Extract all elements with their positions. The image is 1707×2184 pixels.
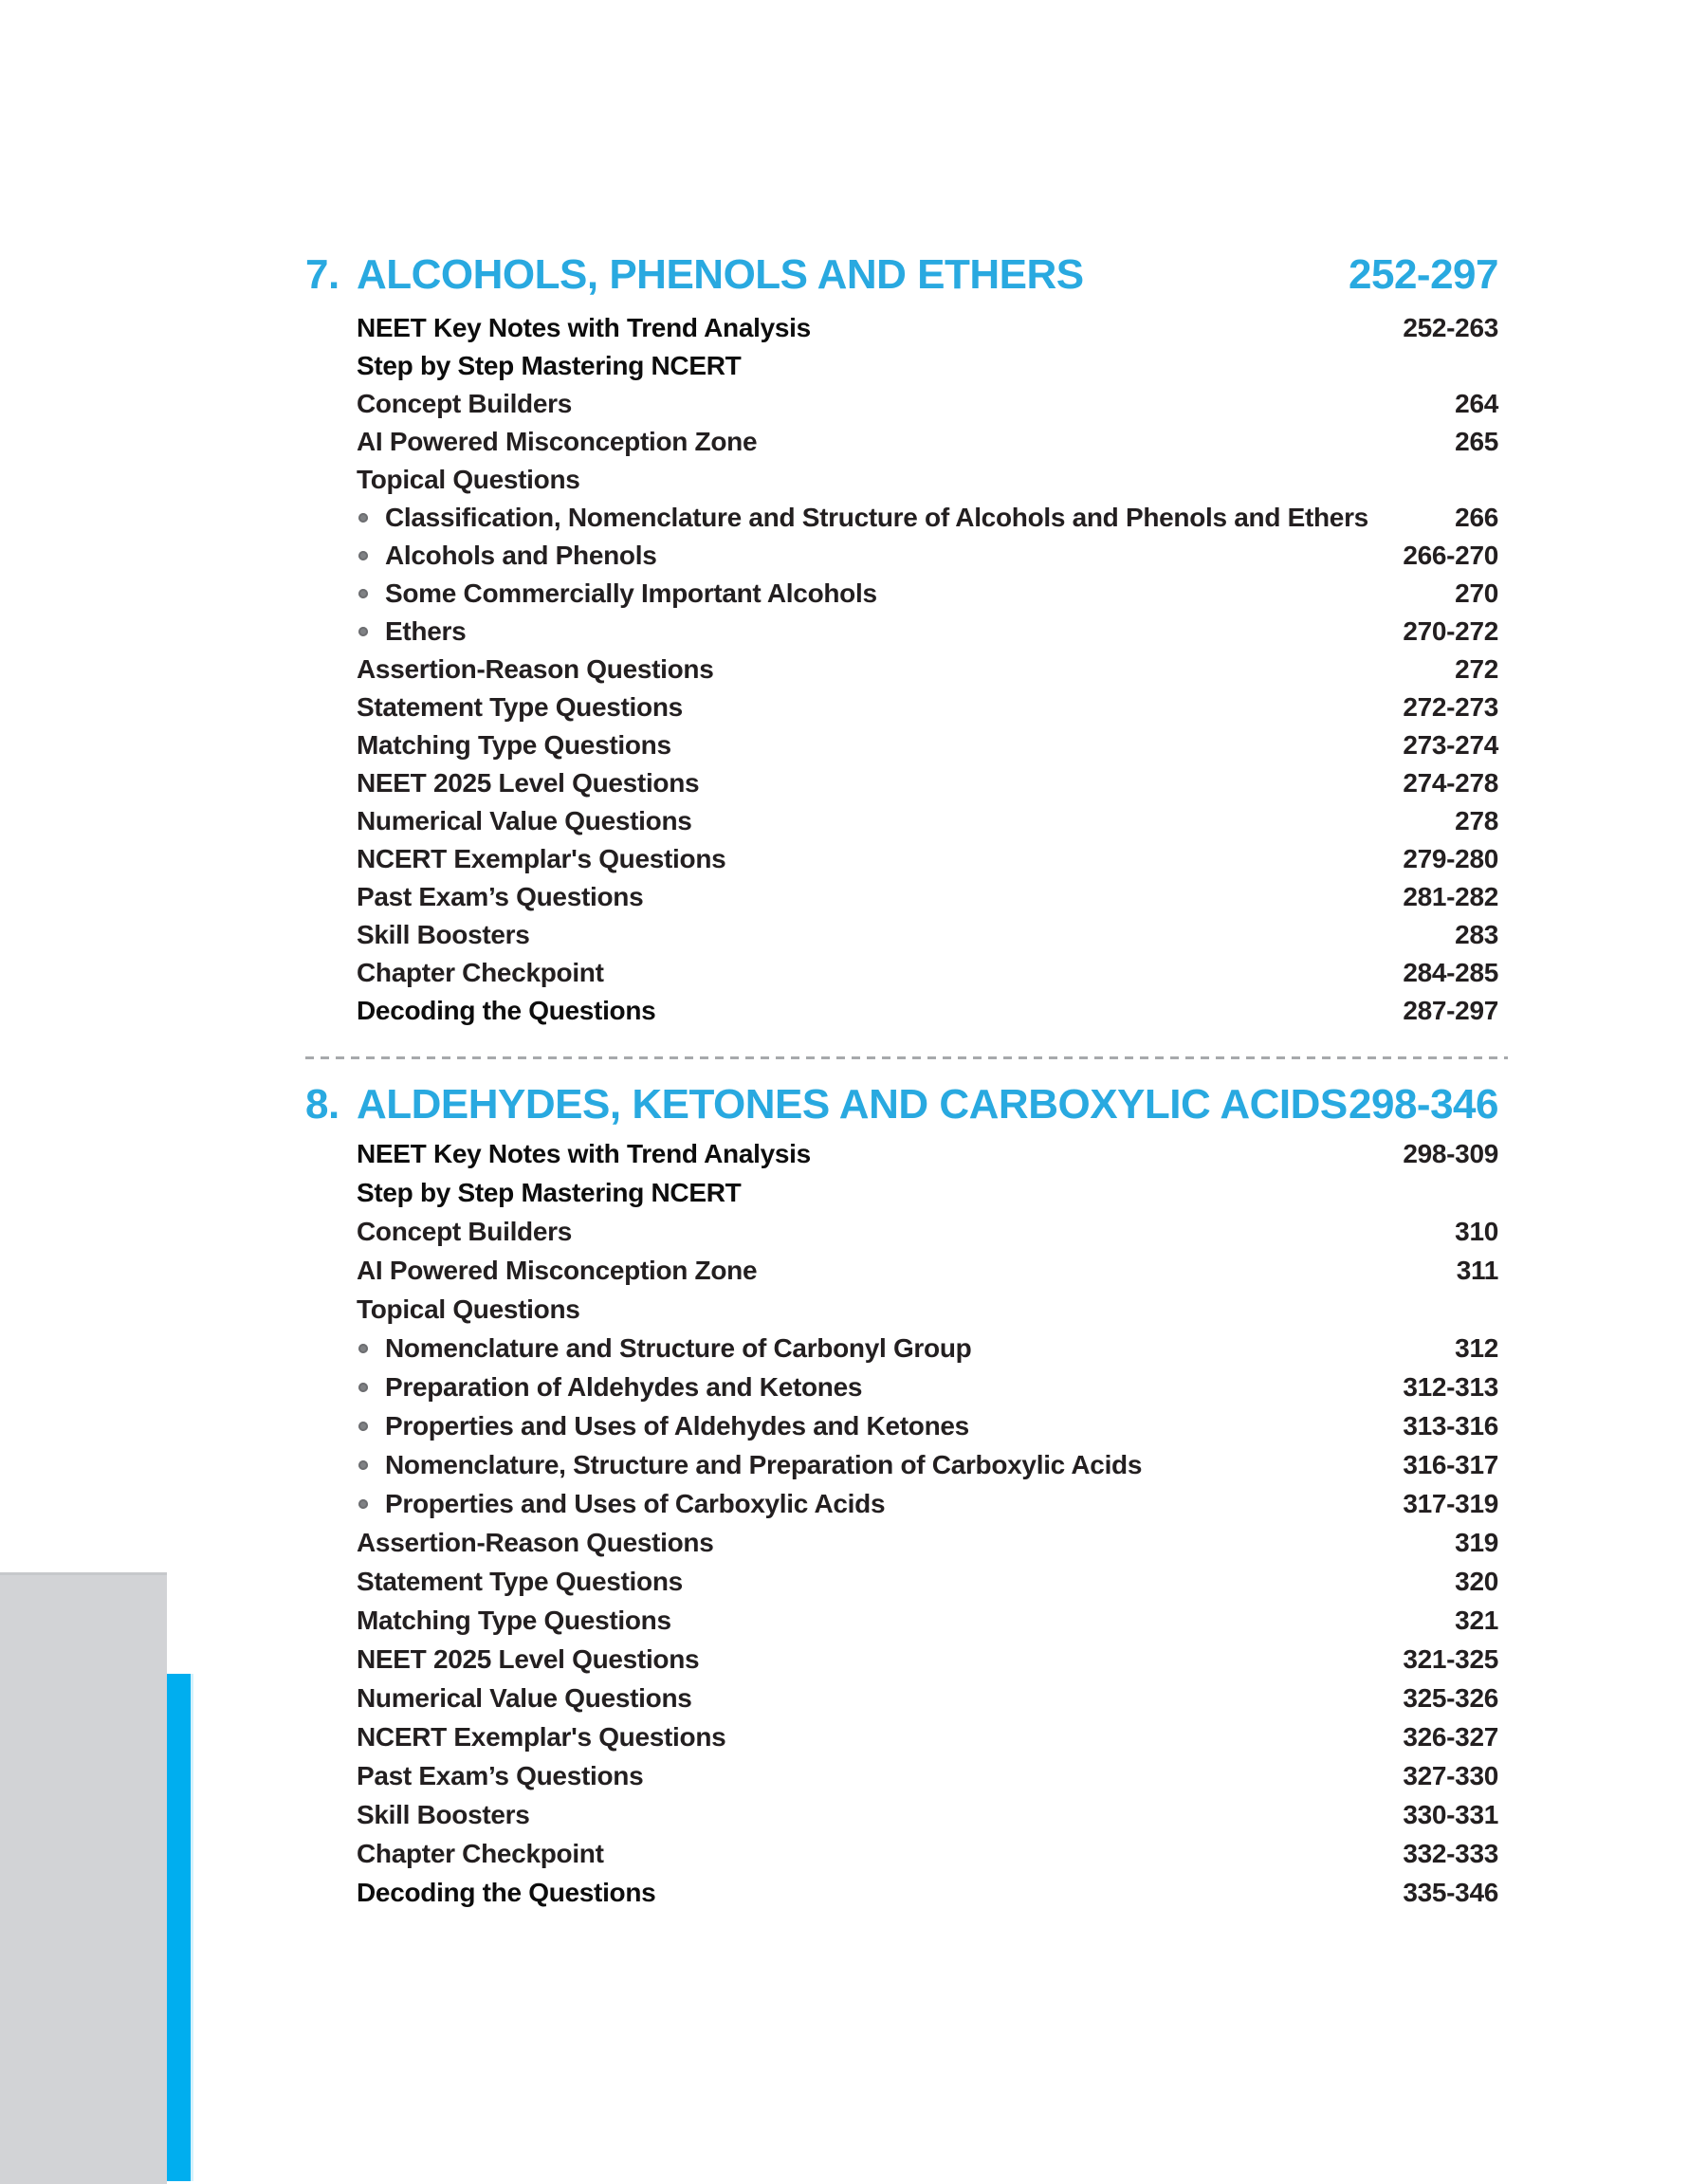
- toc-item-label: Matching Type Questions: [357, 1605, 671, 1635]
- toc-item-label: Past Exam’s Questions: [357, 1760, 644, 1790]
- toc-item-label: NCERT Exemplar's Questions: [357, 1721, 726, 1752]
- toc-item-label: NCERT Exemplar's Questions: [357, 844, 726, 873]
- toc-item-label: Decoding the Questions: [357, 996, 656, 1025]
- toc-item-pages: 320: [1455, 1566, 1498, 1596]
- toc-item-label: Decoding the Questions: [357, 1877, 656, 1907]
- toc-item-pages: 326-327: [1403, 1721, 1498, 1752]
- toc-item-pages: 272-273: [1403, 692, 1498, 722]
- bullet-icon: [358, 1499, 368, 1509]
- toc-row: [305, 1640, 1498, 1679]
- chapter-section: [305, 1082, 1498, 1912]
- toc-row: [305, 1406, 1498, 1445]
- toc-row: [305, 537, 1498, 575]
- toc-row: [305, 613, 1498, 651]
- toc-item-pages: 327-330: [1403, 1760, 1498, 1790]
- toc-item-pages: 325-326: [1403, 1682, 1498, 1713]
- toc-item-label: Some Commercially Important Alcohols: [385, 578, 877, 608]
- bullet-icon: [358, 1460, 368, 1470]
- toc-row: [305, 726, 1498, 764]
- bullet-icon: [358, 551, 368, 560]
- toc-item-label: Classification, Nomenclature and Structure of Alcohols and Phenols and Ethers: [385, 503, 1368, 532]
- toc-item-pages: 321-325: [1403, 1643, 1498, 1674]
- toc-item-label: Concept Builders: [357, 1216, 573, 1246]
- toc-item-pages: 281-282: [1403, 882, 1498, 911]
- toc-item-label: Statement Type Questions: [357, 692, 683, 722]
- chapter-header: [305, 252, 1498, 298]
- toc-item-pages: 270-272: [1403, 616, 1498, 646]
- chapter-page-range: 252-297: [1349, 251, 1498, 298]
- bullet-icon: [358, 1383, 368, 1392]
- chapter-page-range: 298-346: [1349, 1081, 1498, 1128]
- toc-item-label: Properties and Uses of Aldehydes and Ketones: [385, 1410, 969, 1441]
- toc-item-label: Past Exam’s Questions: [357, 882, 644, 911]
- toc-item-pages: 274-278: [1403, 768, 1498, 798]
- toc-item-label: NEET Key Notes with Trend Analysis: [357, 1138, 811, 1168]
- toc-item-pages: 316-317: [1403, 1449, 1498, 1479]
- toc-item-label: Step by Step Mastering NCERT: [357, 1177, 742, 1207]
- toc-row: [305, 1834, 1498, 1873]
- toc-row: [305, 1329, 1498, 1367]
- toc-item-pages: 287-297: [1403, 996, 1498, 1025]
- toc-item-pages: 319: [1455, 1527, 1498, 1557]
- chapter-divider-dashed-line: [305, 1056, 1508, 1059]
- toc-item-pages: 273-274: [1403, 730, 1498, 760]
- toc-row: [305, 1290, 1498, 1329]
- toc-row: [305, 992, 1498, 1030]
- toc-item-label: Numerical Value Questions: [357, 1682, 692, 1713]
- toc-row: [305, 1367, 1498, 1406]
- toc-row: [305, 1601, 1498, 1640]
- toc-row: [305, 688, 1498, 726]
- toc-item-label: Step by Step Mastering NCERT: [357, 351, 742, 380]
- toc-item-pages: 265: [1455, 427, 1498, 456]
- toc-item-label: Nomenclature, Structure and Preparation of Carboxylic Acids: [385, 1449, 1143, 1479]
- toc-row: [305, 954, 1498, 992]
- toc-row: [305, 1562, 1498, 1601]
- chapter-number: 8.: [305, 1081, 340, 1128]
- toc-row: [305, 423, 1498, 461]
- toc-row: [305, 1523, 1498, 1562]
- toc-row: [305, 764, 1498, 802]
- toc-item-label: Concept Builders: [357, 389, 573, 418]
- toc-row: [305, 840, 1498, 878]
- toc-item-pages: 311: [1456, 1255, 1498, 1285]
- bullet-icon: [358, 513, 368, 523]
- toc-item-pages: 272: [1455, 654, 1498, 684]
- toc-row: [305, 499, 1498, 537]
- toc-item-label: Statement Type Questions: [357, 1566, 683, 1596]
- toc-item-pages: 317-319: [1403, 1488, 1498, 1518]
- toc-row: [305, 1873, 1498, 1912]
- toc-row: [305, 1212, 1498, 1251]
- toc-item-pages: 312: [1455, 1332, 1498, 1363]
- toc-item-label: AI Powered Misconception Zone: [357, 1255, 758, 1285]
- toc-item-pages: 312-313: [1403, 1371, 1498, 1402]
- toc-row: [305, 309, 1498, 347]
- toc-item-pages: 335-346: [1403, 1877, 1498, 1907]
- toc-item-label: AI Powered Misconception Zone: [357, 427, 758, 456]
- toc-item-pages: 310: [1455, 1216, 1498, 1246]
- chapter-header: [305, 1082, 1498, 1128]
- toc-item-label: Chapter Checkpoint: [357, 958, 604, 987]
- toc-item-label: Properties and Uses of Carboxylic Acids: [385, 1488, 886, 1518]
- chapter-number: 7.: [305, 251, 340, 298]
- chapter-title: ALDEHYDES, KETONES AND CARBOXYLIC ACIDS: [357, 1081, 1348, 1128]
- toc-item-pages: 252-263: [1403, 313, 1498, 342]
- toc-item-label: NEET 2025 Level Questions: [357, 1643, 700, 1674]
- toc-item-label: Skill Boosters: [357, 1799, 530, 1829]
- page-margin-gray-block: [0, 1572, 167, 2184]
- toc-item-label: Ethers: [385, 616, 467, 646]
- toc-item-pages: 266: [1455, 503, 1498, 532]
- toc-item-label: Assertion-Reason Questions: [357, 1527, 714, 1557]
- toc-row: [305, 1173, 1498, 1212]
- toc-row: [305, 878, 1498, 916]
- toc-item-label: Skill Boosters: [357, 920, 530, 949]
- bullet-icon: [358, 589, 368, 598]
- bullet-icon: [358, 1422, 368, 1431]
- toc-row: [305, 575, 1498, 613]
- toc-item-pages: 270: [1455, 578, 1498, 608]
- toc-row: [305, 802, 1498, 840]
- bullet-icon: [358, 627, 368, 636]
- toc-row: [305, 1756, 1498, 1795]
- bullet-icon: [358, 1344, 368, 1353]
- toc-row: [305, 1251, 1498, 1290]
- toc-row: [305, 1134, 1498, 1173]
- toc-row: [305, 1795, 1498, 1834]
- toc-item-pages: 298-309: [1403, 1138, 1498, 1168]
- toc-item-pages: 278: [1455, 806, 1498, 835]
- chapter-section: [305, 252, 1498, 1030]
- toc-item-pages: 321: [1455, 1605, 1498, 1635]
- toc-item-pages: 284-285: [1403, 958, 1498, 987]
- toc-item-pages: 330-331: [1403, 1799, 1498, 1829]
- toc-row: [305, 1484, 1498, 1523]
- toc-item-label: Alcohols and Phenols: [385, 541, 657, 570]
- toc-row: [305, 461, 1498, 499]
- toc-row: [305, 651, 1498, 688]
- toc-item-label: Nomenclature and Structure of Carbonyl Group: [385, 1332, 972, 1363]
- toc-item-label: NEET Key Notes with Trend Analysis: [357, 313, 811, 342]
- chapter-item-list: [305, 309, 1498, 1030]
- toc-item-pages: 279-280: [1403, 844, 1498, 873]
- toc-item-label: Chapter Checkpoint: [357, 1838, 604, 1868]
- toc-item-pages: 283: [1455, 920, 1498, 949]
- toc-item-label: Topical Questions: [357, 1294, 580, 1324]
- toc-item-label: Assertion-Reason Questions: [357, 654, 714, 684]
- toc-row: [305, 347, 1498, 385]
- toc-item-label: Preparation of Aldehydes and Ketones: [385, 1371, 863, 1402]
- toc-row: [305, 1445, 1498, 1484]
- toc-item-label: Matching Type Questions: [357, 730, 671, 760]
- chapter-item-list: [305, 1134, 1498, 1912]
- toc-row: [305, 385, 1498, 423]
- toc-row: [305, 1679, 1498, 1717]
- toc-item-pages: 332-333: [1403, 1838, 1498, 1868]
- toc-item-pages: 266-270: [1403, 541, 1498, 570]
- toc-item-label: Topical Questions: [357, 465, 580, 494]
- page-margin-cyan-bar: [167, 1674, 193, 2181]
- toc-row: [305, 916, 1498, 954]
- toc-item-pages: 264: [1455, 389, 1498, 418]
- chapter-title: ALCOHOLS, PHENOLS AND ETHERS: [357, 251, 1084, 298]
- toc-item-label: Numerical Value Questions: [357, 806, 692, 835]
- toc-row: [305, 1717, 1498, 1756]
- toc-item-pages: 313-316: [1403, 1410, 1498, 1441]
- toc-item-label: NEET 2025 Level Questions: [357, 768, 700, 798]
